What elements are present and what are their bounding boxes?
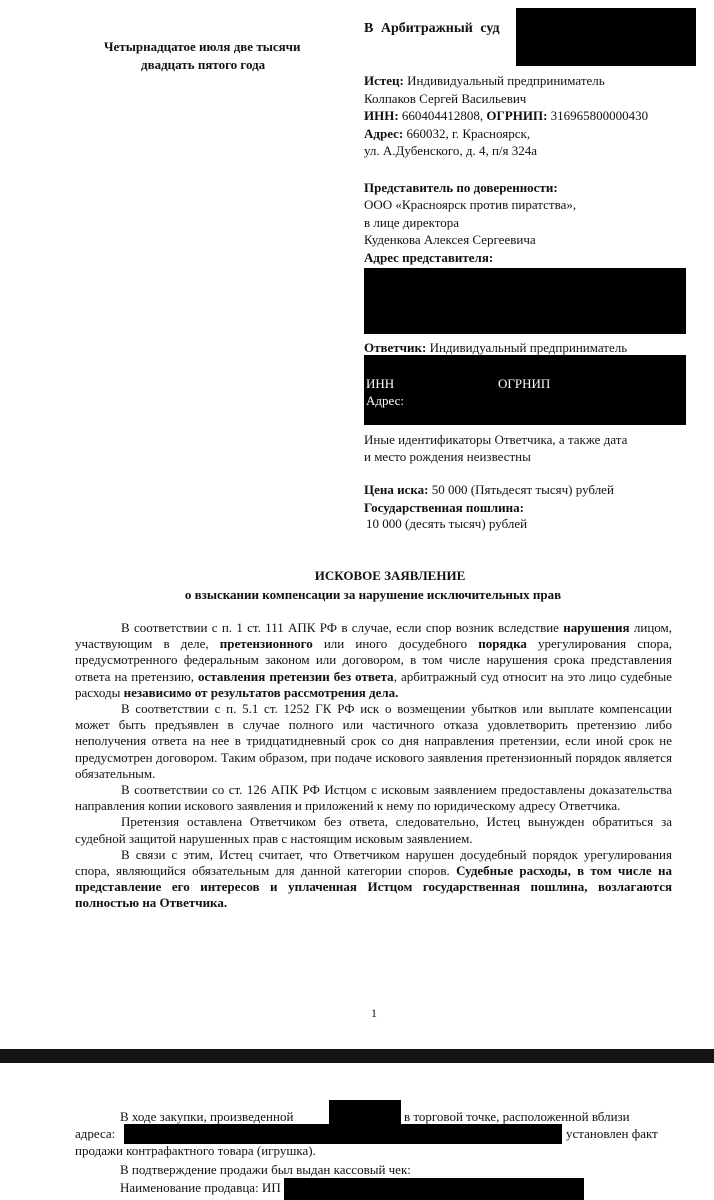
- redacted-defendant-name: [364, 355, 686, 371]
- plaintiff-ids: [364, 108, 648, 124]
- page2-line-2b: установлен факт: [566, 1126, 658, 1141]
- body-paragraph-1: [75, 620, 672, 701]
- representative-label: Представитель по доверенности:: [364, 180, 558, 195]
- state-duty-label: Государственная пошлина:: [364, 500, 524, 515]
- redacted-purchase-agent: [329, 1100, 401, 1124]
- p1-bold-b: нарушения: [563, 620, 630, 635]
- document-title: ИСКОВОЕ ЗАЯВЛЕНИЕ: [314, 568, 466, 583]
- representative-org: ООО «Красноярск против пиратства»,: [364, 197, 577, 212]
- page2-line-4: В подтверждение продажи был выдан кассовый чек:: [120, 1162, 411, 1177]
- redacted-defendant-address: [364, 393, 686, 425]
- p1-bold-d: претензионного: [219, 636, 313, 652]
- page2-line-1: [120, 1109, 293, 1125]
- plaintiff-label: Истец:: [364, 73, 404, 88]
- defendant-ogrnip-label: ОГРНИП: [498, 376, 551, 391]
- plaintiff-address-label: Адрес:: [364, 126, 404, 141]
- p5-bold-b: Судебные расходы, в том числе на представление его интересов и уплаченная Истцом государственная пошлина, возлагаются полностью на Ответчика.: [75, 863, 672, 911]
- defendant-label: Ответчик:: [364, 340, 427, 355]
- defendant-type: Индивидуальный предприниматель: [426, 340, 628, 355]
- plaintiff-address-1: 660032, г. Красноярск,: [403, 126, 531, 141]
- page2-line-1a: В ходе закупки, произведенной: [120, 1109, 294, 1124]
- document-body: [75, 620, 672, 912]
- page2-line-2a: адреса:: [75, 1126, 116, 1141]
- plaintiff-line: [364, 73, 605, 89]
- page-separator: [0, 1049, 714, 1063]
- document-subtitle: о взыскании компенсации за нарушение исключительных прав: [184, 587, 562, 602]
- representative-address-label: Адрес представителя:: [364, 250, 494, 265]
- redacted-sale-address: [124, 1124, 562, 1144]
- p1-bold-h: оставления претензии без ответа: [198, 668, 394, 684]
- defendant-line: [364, 340, 627, 356]
- p1-text-a: В соответствии с п. 1 ст. 111 АПК РФ в случае, если спор возник вследствие: [121, 620, 564, 635]
- date-line-2: двадцать пятого года: [141, 57, 266, 72]
- p1-bold-j: независимо от результатов рассмотрения дела.: [123, 684, 399, 700]
- page2-line-3: продажи контрафактного товара (игрушка).: [75, 1143, 316, 1158]
- representative-name: Куденкова Алексея Сергеевича: [364, 232, 536, 247]
- plaintiff-address-line: [364, 126, 530, 142]
- plaintiff-type: Индивидуальный предприниматель: [403, 73, 605, 88]
- p1-text-i: , арбитражный суд относит на это лицо судебные расходы: [75, 668, 672, 700]
- defendant-other-ids-2: и место рождения неизвестны: [364, 449, 531, 464]
- defendant-other-ids-1: Иные идентификаторы Ответчика, а также дата: [364, 432, 628, 447]
- p1-text-e: или иного досудебного: [312, 636, 479, 652]
- p5-text-a: В связи с этим, Истец считает, что Ответчиком нарушен досудебный порядок урегулирования спора, являющийся обязательным для данной категории споров.: [75, 846, 672, 879]
- p1-bold-f: порядка: [478, 636, 527, 652]
- redacted-court-name: [516, 8, 696, 66]
- redacted-representative-address: [364, 268, 686, 334]
- claim-price: 50 000 (Пятьдесят тысяч) рублей: [428, 482, 614, 497]
- claim-price-line: [364, 482, 614, 498]
- court-label: В Арбитражный суд: [364, 21, 500, 36]
- plaintiff-inn-label: ИНН:: [364, 108, 399, 123]
- plaintiff-address-2: ул. А.Дубенского, д. 4, п/я 324а: [364, 143, 538, 158]
- plaintiff-inn: 660404412808,: [398, 108, 487, 123]
- state-duty-value: 10 000 (десять тысяч) рублей: [366, 516, 528, 531]
- page-number: 1: [371, 1006, 377, 1020]
- body-paragraph-4: Претензия оставлена Ответчиком без ответа, следовательно, Истец вынужден обратиться за судебной защитой нарушенных прав с настоящим исковым заявлением.: [75, 814, 672, 846]
- defendant-inn-label: ИНН: [366, 376, 395, 391]
- body-paragraph-2: В соответствии с п. 5.1 ст. 1252 ГК РФ иск о возмещении убытков или выплате компенсации может быть предъявлен в случае полного или частичного отказа удовлетворить претензию либо неполучения ответа на нее в тридцатидневный срок со дня направления претензии, если иной срок не предусмотрен договором. Таким образом, при подаче искового заявления претензионный порядок является обязательным.: [75, 701, 672, 781]
- body-paragraph-5: [75, 847, 672, 912]
- representative-role: в лице директора: [364, 215, 460, 230]
- p1-text-c: лицом, участвующим в деле,: [75, 620, 673, 652]
- p1-text-g: урегулирования спора, предусмотренного федеральным законом или договором, в том числе нарушения срока представления ответа на претензию,: [75, 636, 673, 684]
- plaintiff-ogrnip: 316965800000430: [547, 108, 649, 123]
- body-paragraph-3: В соответствии со ст. 126 АПК РФ Истцом с исковым заявлением предоставлены доказательства направления копии искового заявления и приложений к нему по юридическому адресу Ответчика.: [75, 782, 672, 814]
- plaintiff-ogrnip-label: ОГРНИП:: [486, 108, 548, 123]
- date-line-1: Четырнадцатое июля две тысячи: [104, 39, 301, 54]
- defendant-address-label: Адрес:: [366, 393, 404, 408]
- page2-line-5: Наименование продавца: ИП: [120, 1180, 281, 1195]
- redacted-seller-name: [284, 1178, 584, 1200]
- plaintiff-name: Колпаков Сергей Васильевич: [364, 91, 527, 106]
- page2-line-1b: в торговой точке, расположенной вблизи: [404, 1109, 630, 1124]
- claim-price-label: Цена иска:: [364, 482, 429, 497]
